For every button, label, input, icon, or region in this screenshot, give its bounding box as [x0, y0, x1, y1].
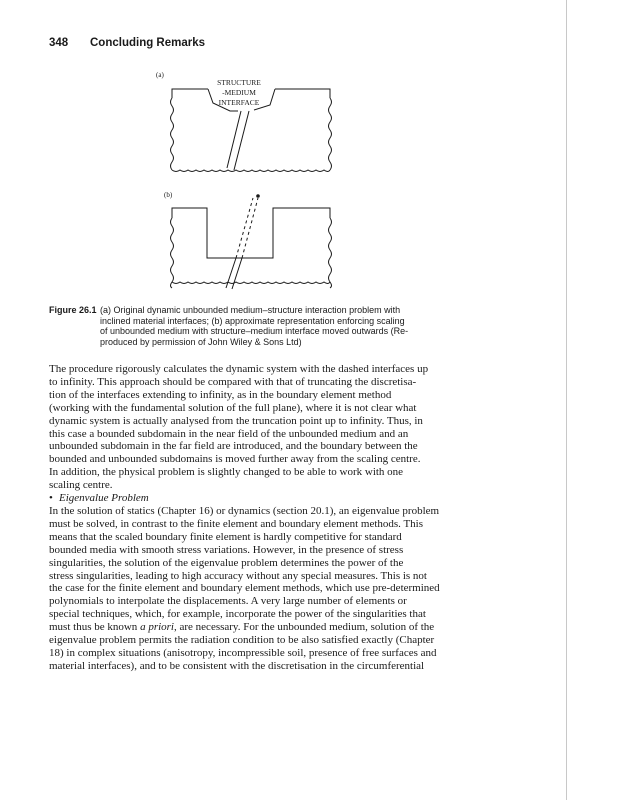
text-line: unbounded subdomain in the far field are introduced, and the boundary between the — [49, 440, 418, 453]
panel-a-interface-left — [227, 111, 241, 168]
page-header — [49, 37, 549, 53]
text-line: In the solution of statics (Chapter 16) or dynamics (section 20.1), an eigenvalue problem — [49, 504, 440, 517]
body-text — [49, 363, 546, 673]
panel-a-left-boundary — [171, 98, 174, 170]
text-line: eigenvalue problem permits the radiation condition to be also satisfied exactly (Chapter — [49, 634, 435, 647]
panel-a-interface-right — [234, 111, 249, 170]
text-line: (working with the fundamental solution of the full plane), where it is not clear what — [49, 401, 417, 414]
text-line: special techniques, which, for example, incorporate the power of the singularities that — [49, 608, 426, 621]
text-segment: must thus be known — [49, 621, 141, 634]
text-line: material interfaces), and to be consistent with the discretisation in the circumferential — [49, 659, 425, 672]
text-line: the case for the finite element and boundary element methods, which use pre-determined — [49, 582, 440, 595]
panel-a-surface-left — [172, 89, 208, 98]
caption-line: (a) Original dynamic unbounded medium–structure interaction problem with — [100, 305, 401, 315]
text-segment: , are necessary. For the unbounded medium, solution of the — [174, 621, 435, 634]
running-title: Concluding Remarks — [90, 37, 206, 49]
text-line: In addition, the physical problem is slightly changed to be able to work with one — [49, 466, 404, 479]
paragraph-eigenvalue — [49, 505, 546, 673]
text-line: bounded and unbounded subdomains is moved further away from the scaling centre. — [49, 453, 421, 466]
bullet-heading: Eigenvalue Problem — [59, 492, 149, 505]
panel-b-bottom-boundary — [172, 282, 330, 284]
text-line: tion of the interfaces extending to infinity, as in the boundary element method — [49, 388, 392, 401]
figure-26-1 — [150, 68, 340, 293]
caption-line: inclined material interfaces; (b) approximate representation enforcing scaling — [100, 315, 405, 326]
interface-label-line-1: STRUCTURE — [217, 78, 261, 87]
caption-line: produced by permission of John Wiley & Sons Ltd) — [100, 336, 302, 347]
text-line: means that the scaled boundary finite element is hardly competitive for standard — [49, 530, 402, 543]
panel-a-label: (a) — [156, 71, 164, 79]
panel-a-right-boundary — [329, 98, 332, 170]
text-line: dynamic system is actually analysed from the truncation point up to infinity. Thus, in — [49, 414, 423, 427]
text-line: The procedure rigorously calculates the dynamic system with the dashed interfaces up — [49, 363, 429, 375]
bullet-symbol: • — [49, 492, 53, 505]
scan-page-edge — [566, 0, 567, 800]
text-line: 18) in complex situations (anisotropy, incompressible soil, presence of free surfaces and — [49, 646, 437, 659]
paragraph-procedure — [49, 363, 546, 492]
text-line: bounded media with smooth stress variations. However, in the presence of stress — [49, 543, 404, 556]
interface-label-line-3: INTERFACE — [218, 98, 260, 107]
text-line: this case a bounded subdomain in the near field of the unbounded medium and an — [49, 427, 409, 440]
text-line — [49, 621, 546, 634]
figure-drawing — [150, 68, 340, 293]
text-line: stress singularities, leading to high accuracy without any special measures. This is not — [49, 569, 427, 582]
panel-b-label: (b) — [164, 191, 173, 199]
panel-b-left-boundary — [171, 218, 174, 288]
caption-line: of unbounded medium with structure–medium interface moved outwards (Re- — [100, 326, 409, 337]
bullet-eigenvalue-problem — [49, 492, 546, 505]
panel-a-surface-right — [275, 89, 330, 98]
text-line: polynomials to interpolate the displacements. A very large number of elements or — [49, 595, 407, 608]
text-line: singularities, the solution of the eigenvalue problem determines the power of the — [49, 556, 404, 569]
panel-b-medium-outline — [172, 208, 330, 258]
text-line: must be solved, in contrast to the finite element and boundary element methods. This — [49, 517, 424, 530]
panel-a-bottom-boundary — [172, 170, 330, 172]
panel-b-interface-right — [232, 258, 242, 289]
panel-b-right-boundary — [329, 218, 332, 288]
page-number: 348 — [49, 37, 69, 49]
italic-term: a priori — [140, 621, 174, 634]
text-line: to infinity. This approach should be compared with that of truncating the discretisa- — [49, 375, 417, 388]
text-line: scaling centre. — [49, 479, 113, 492]
scaling-centre-marker — [257, 195, 260, 198]
caption-text — [100, 305, 546, 347]
caption-label: Figure 26.1 — [49, 305, 97, 315]
interface-label-line-2: -MEDIUM — [222, 88, 256, 97]
